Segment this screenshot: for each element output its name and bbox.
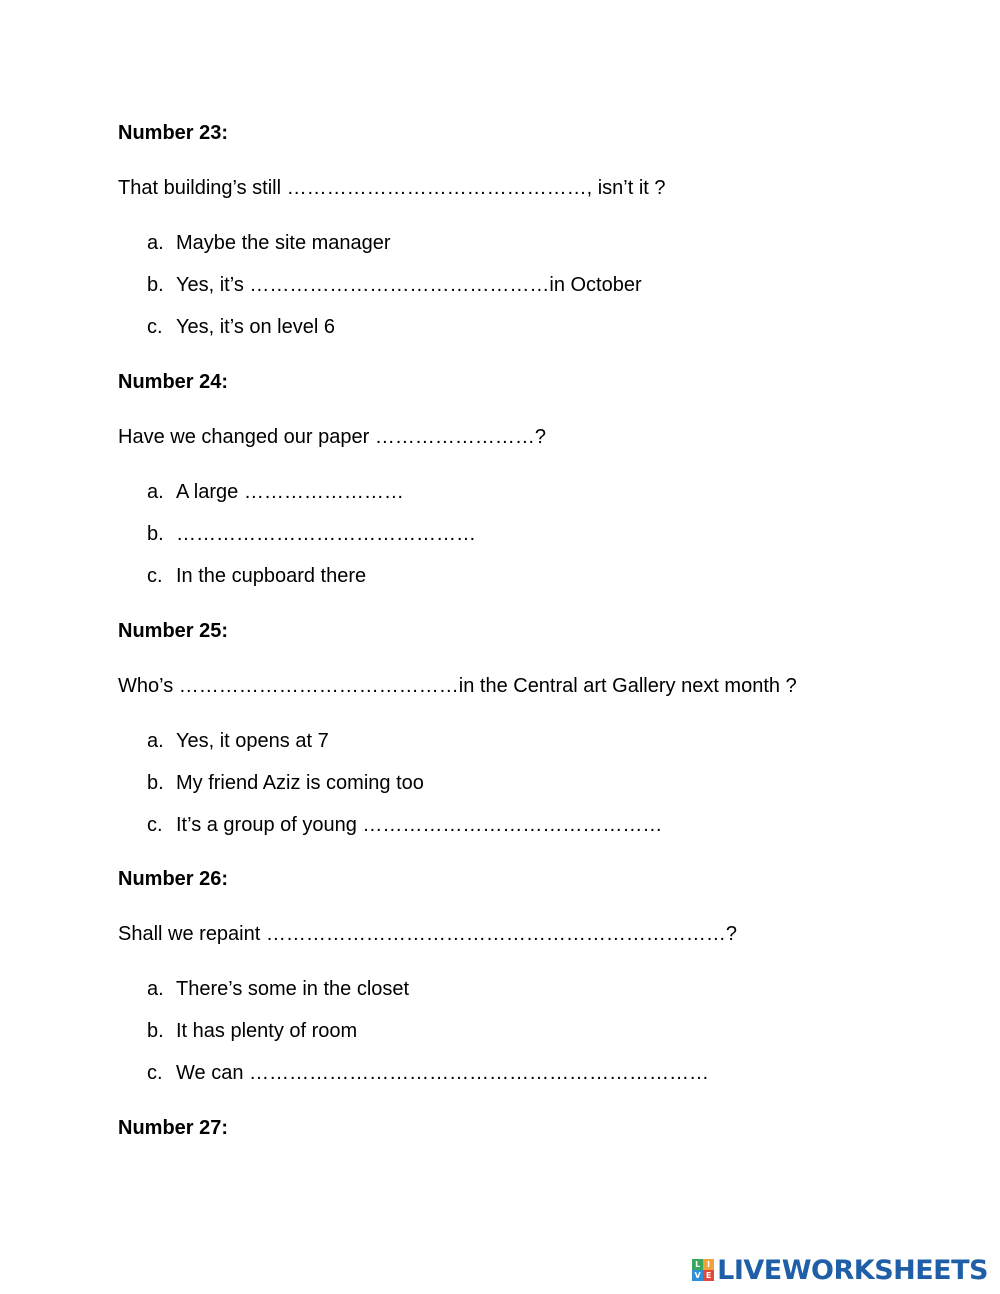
question-24 <box>118 370 938 606</box>
option-text: There’s some in the closet <box>176 978 410 1000</box>
option-letter: b. <box>147 523 164 545</box>
option-letter: c. <box>147 1062 163 1084</box>
option-text: It has plenty of room <box>176 1020 358 1042</box>
option-letter: a. <box>147 978 164 1000</box>
option-a <box>118 729 938 753</box>
option-letter: c. <box>147 565 163 587</box>
option-c <box>118 564 938 588</box>
option-text: It’s a group of young ……………………………………… <box>176 814 663 836</box>
option-b <box>118 273 938 297</box>
answer-options <box>118 729 938 837</box>
question-text: Have we changed our paper ……………………? <box>118 426 546 448</box>
option-letter: c. <box>147 814 163 836</box>
option-b <box>118 1019 938 1043</box>
option-c <box>118 813 938 837</box>
question-27 <box>118 1116 938 1140</box>
option-text: We can …………………………………………………………… <box>176 1062 709 1084</box>
option-c <box>118 315 938 339</box>
option-text: Maybe the site manager <box>176 232 391 254</box>
option-text: In the cupboard there <box>176 565 367 587</box>
logo-mark-icon <box>692 1259 714 1281</box>
question-title: Number 27: <box>118 1117 229 1139</box>
logo-text: LIVEWORKSHEETS <box>717 1254 988 1286</box>
logo-mark-cell: V <box>692 1270 703 1281</box>
option-letter: a. <box>147 730 164 752</box>
question-title: Number 26: <box>118 868 229 890</box>
option-text: My friend Aziz is coming too <box>176 772 424 794</box>
question-title: Number 25: <box>118 620 229 642</box>
option-b <box>118 771 938 795</box>
option-letter: b. <box>147 772 164 794</box>
option-text: Yes, it opens at 7 <box>176 730 329 752</box>
question-title: Number 23: <box>118 122 229 144</box>
option-a <box>118 231 938 255</box>
option-text: Yes, it’s on level 6 <box>176 316 335 338</box>
option-text: Yes, it’s ………………………………………in October <box>176 274 642 296</box>
option-letter: b. <box>147 1020 164 1042</box>
question-title: Number 24: <box>118 371 229 393</box>
logo-mark-cell: L <box>692 1259 703 1270</box>
question-text: That building’s still ………………………………………, isn’t it ? <box>118 177 666 199</box>
question-text: Shall we repaint ……………………………………………………………? <box>118 923 737 945</box>
option-letter: b. <box>147 274 164 296</box>
question-text: Who’s ……………………………………in the Central art Gallery next month ? <box>118 675 797 697</box>
answer-options <box>118 480 938 588</box>
question-26 <box>118 867 938 1103</box>
answer-options <box>118 231 938 339</box>
option-letter: c. <box>147 316 163 338</box>
option-letter: a. <box>147 481 164 503</box>
option-a <box>118 480 938 504</box>
option-c <box>118 1061 938 1085</box>
liveworksheets-logo[interactable] <box>692 1253 988 1287</box>
option-a <box>118 977 938 1001</box>
option-letter: a. <box>147 232 164 254</box>
answer-options <box>118 977 938 1085</box>
option-text: ……………………………………… <box>176 523 476 545</box>
logo-mark-cell: E <box>703 1270 714 1281</box>
question-23 <box>118 121 938 357</box>
question-25 <box>118 619 938 855</box>
logo-mark-cell: I <box>703 1259 714 1270</box>
option-text: A large …………………… <box>176 481 404 503</box>
option-b <box>118 522 938 546</box>
